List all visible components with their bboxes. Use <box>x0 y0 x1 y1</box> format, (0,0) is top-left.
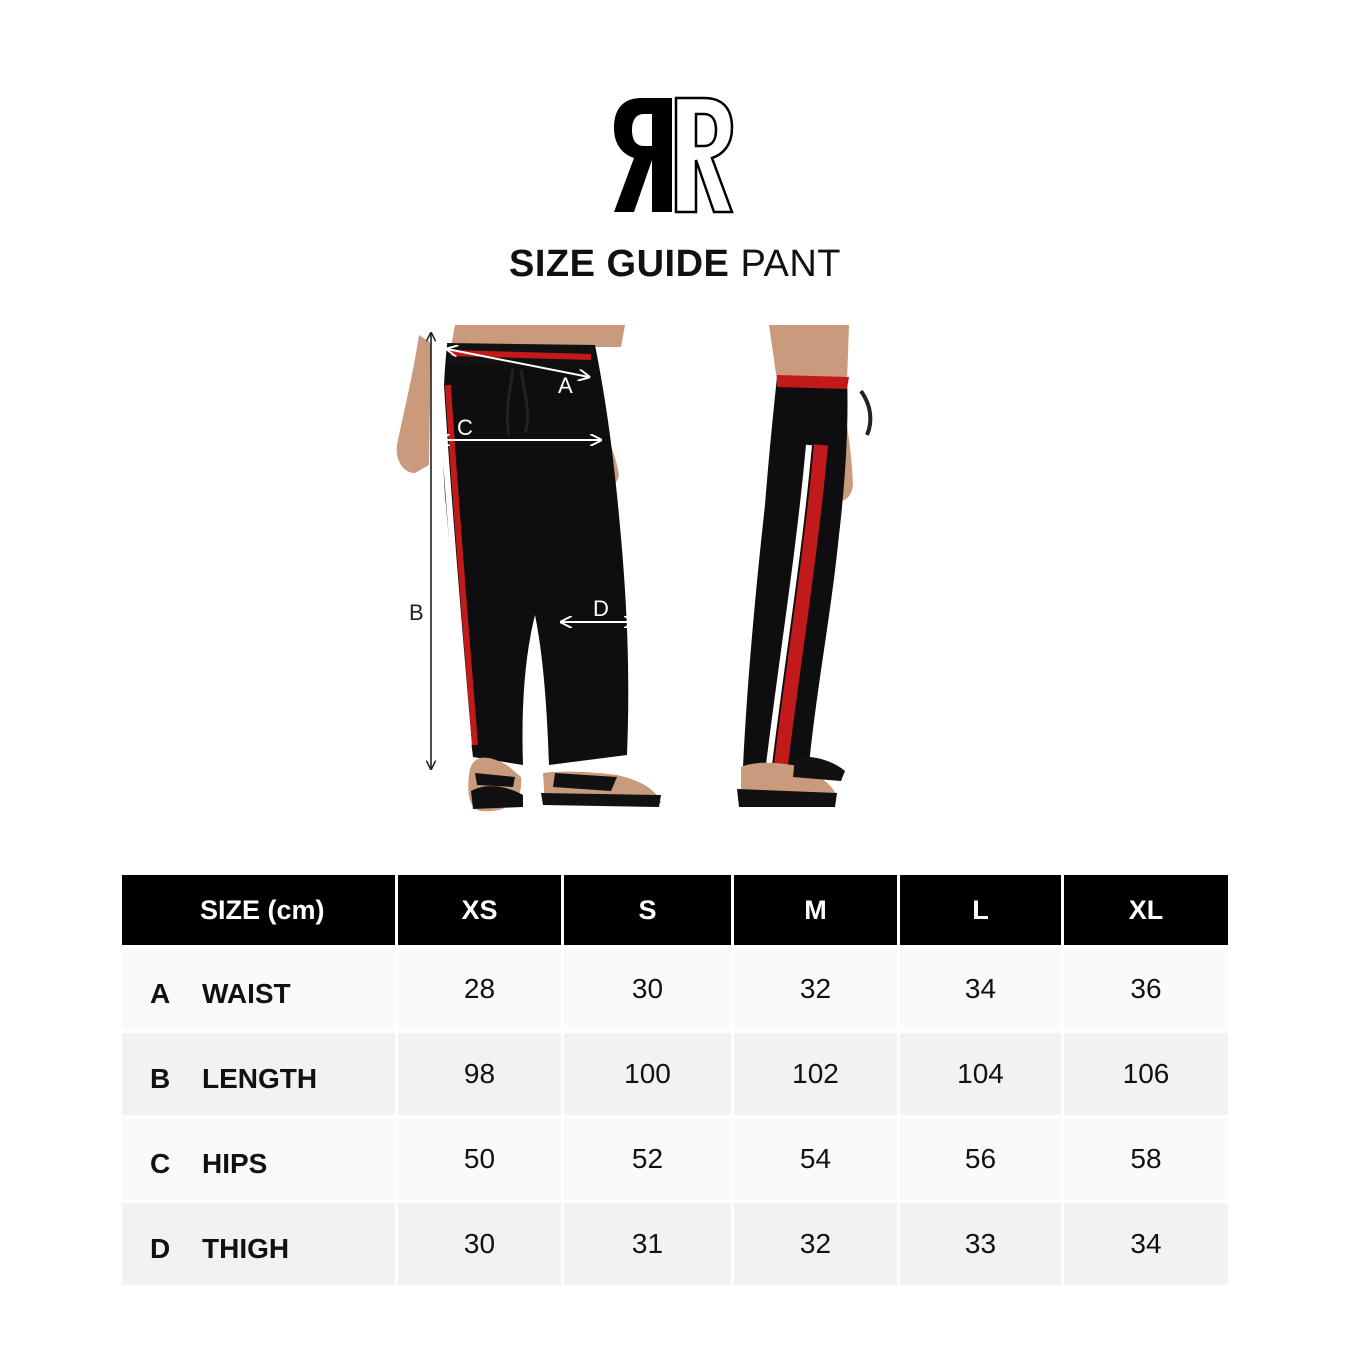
table-cell: 106 <box>1064 1030 1228 1115</box>
row-letter: A <box>150 978 171 1009</box>
title-bold: SIZE GUIDE <box>509 243 730 285</box>
table-cell: 33 <box>900 1200 1064 1285</box>
label-b: B <box>409 600 424 625</box>
pant-illustration <box>385 325 885 815</box>
page-title <box>0 243 1350 286</box>
table-cell: 102 <box>734 1030 900 1115</box>
row-name: THIGH <box>202 1233 290 1264</box>
table-cell: 54 <box>734 1115 900 1200</box>
table-cell: 104 <box>900 1030 1064 1115</box>
title-light: PANT <box>740 243 841 285</box>
table-cell: 34 <box>1064 1200 1228 1285</box>
row-name: WAIST <box>202 978 291 1009</box>
table-cell: 98 <box>398 1030 564 1115</box>
table-row <box>122 1200 1228 1285</box>
row-letter: C <box>150 1148 171 1179</box>
row-name: LENGTH <box>202 1063 318 1094</box>
table-cell: 52 <box>564 1115 734 1200</box>
front-view <box>397 325 661 811</box>
row-label <box>122 1030 398 1115</box>
table-row <box>122 1030 1228 1115</box>
row-name: HIPS <box>202 1148 268 1179</box>
size-table <box>122 875 1228 1285</box>
header-s: S <box>564 875 734 945</box>
header-xl: XL <box>1064 875 1228 945</box>
row-label <box>122 945 398 1030</box>
table-cell: 56 <box>900 1115 1064 1200</box>
header-xs: XS <box>398 875 564 945</box>
table-cell: 36 <box>1064 945 1228 1030</box>
side-view <box>737 325 870 807</box>
table-row <box>122 1115 1228 1200</box>
table-cell: 58 <box>1064 1115 1228 1200</box>
table-cell: 30 <box>564 945 734 1030</box>
label-c: C <box>457 415 473 440</box>
header-l: L <box>900 875 1064 945</box>
header-m: M <box>734 875 900 945</box>
table-header-row <box>122 875 1228 945</box>
table-cell: 30 <box>398 1200 564 1285</box>
row-label <box>122 1115 398 1200</box>
header-size-cm: SIZE (cm) <box>122 875 398 945</box>
label-a: A <box>558 373 573 398</box>
row-label <box>122 1200 398 1285</box>
table-cell: 31 <box>564 1200 734 1285</box>
row-letter: D <box>150 1233 171 1264</box>
table-cell: 34 <box>900 945 1064 1030</box>
rr-logo-icon <box>612 96 736 214</box>
table-row <box>122 945 1228 1030</box>
table-cell: 100 <box>564 1030 734 1115</box>
label-d: D <box>593 596 609 621</box>
table-cell: 28 <box>398 945 564 1030</box>
row-letter: B <box>150 1063 171 1094</box>
table-cell: 50 <box>398 1115 564 1200</box>
table-cell: 32 <box>734 945 900 1030</box>
table-cell: 32 <box>734 1200 900 1285</box>
